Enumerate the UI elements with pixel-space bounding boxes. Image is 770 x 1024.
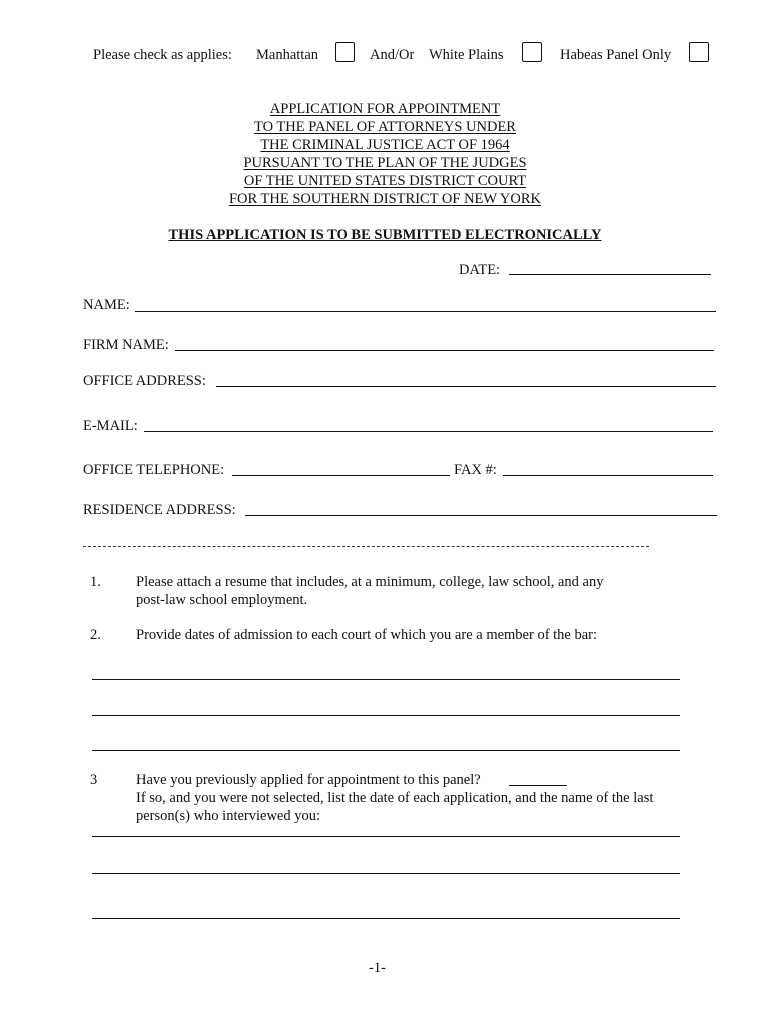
fax-label: FAX #: (454, 462, 497, 478)
question-3-answer-line-1[interactable] (92, 836, 680, 837)
section-divider (83, 546, 649, 547)
office-telephone-field[interactable] (232, 475, 450, 476)
question-3-line-2: If so, and you were not selected, list the date of each application, and the name of the last (136, 790, 654, 806)
habeas-label: Habeas Panel Only (560, 47, 672, 63)
title-line-1: APPLICATION FOR APPOINTMENT (269, 101, 501, 117)
document-title (0, 100, 770, 208)
question-3-answer-line-3[interactable] (92, 918, 680, 919)
question-3-line-1: Have you previously applied for appointment to this panel? (136, 772, 481, 788)
question-1-line-2: post-law school employment. (136, 592, 308, 608)
firm-name-field[interactable] (175, 350, 714, 351)
question-1-number: 1. (90, 574, 101, 590)
residence-address-label: RESIDENCE ADDRESS: (83, 502, 236, 518)
email-label: E-MAIL: (83, 418, 138, 434)
and-or-label: And/Or (370, 47, 415, 63)
question-3-number: 3 (90, 772, 98, 788)
previously-applied-field[interactable] (509, 785, 567, 786)
white-plains-label: White Plains (429, 47, 504, 63)
office-address-field[interactable] (216, 386, 716, 387)
check-prompt: Please check as applies: (93, 47, 232, 63)
manhattan-checkbox[interactable] (335, 42, 355, 62)
title-line-2: TO THE PANEL OF ATTORNEYS UNDER (254, 119, 516, 135)
question-2-answer-line-3[interactable] (92, 750, 680, 751)
email-field[interactable] (144, 431, 713, 432)
name-field[interactable] (135, 311, 716, 312)
manhattan-label: Manhattan (256, 47, 319, 63)
title-line-6: FOR THE SOUTHERN DISTRICT OF NEW YORK (228, 191, 542, 207)
fax-field[interactable] (503, 475, 713, 476)
title-line-4: PURSUANT TO THE PLAN OF THE JUDGES (243, 155, 527, 171)
question-1-line-1: Please attach a resume that includes, at a minimum, college, law school, and any (136, 574, 604, 590)
title-line-3: THE CRIMINAL JUSTICE ACT OF 1964 (260, 137, 510, 153)
date-field[interactable] (509, 274, 711, 275)
date-label: DATE: (459, 262, 501, 278)
question-3-answer-line-2[interactable] (92, 873, 680, 874)
question-2-text: Provide dates of admission to each court of which you are a member of the bar: (136, 627, 598, 643)
submission-note: THIS APPLICATION IS TO BE SUBMITTED ELECTRONICALLY (168, 227, 602, 243)
habeas-checkbox[interactable] (689, 42, 709, 62)
question-2-answer-line-1[interactable] (92, 679, 680, 680)
question-2-answer-line-2[interactable] (92, 715, 680, 716)
question-2-number: 2. (90, 627, 101, 643)
residence-address-field[interactable] (245, 515, 717, 516)
office-telephone-label: OFFICE TELEPHONE: (83, 462, 225, 478)
white-plains-checkbox[interactable] (522, 42, 542, 62)
page-number: -1- (369, 960, 386, 976)
office-address-label: OFFICE ADDRESS: (83, 373, 206, 389)
name-label: NAME: (83, 297, 130, 313)
title-line-5: OF THE UNITED STATES DISTRICT COURT (243, 173, 527, 189)
question-3-line-3: person(s) who interviewed you: (136, 808, 321, 824)
firm-name-label: FIRM NAME: (83, 337, 169, 353)
